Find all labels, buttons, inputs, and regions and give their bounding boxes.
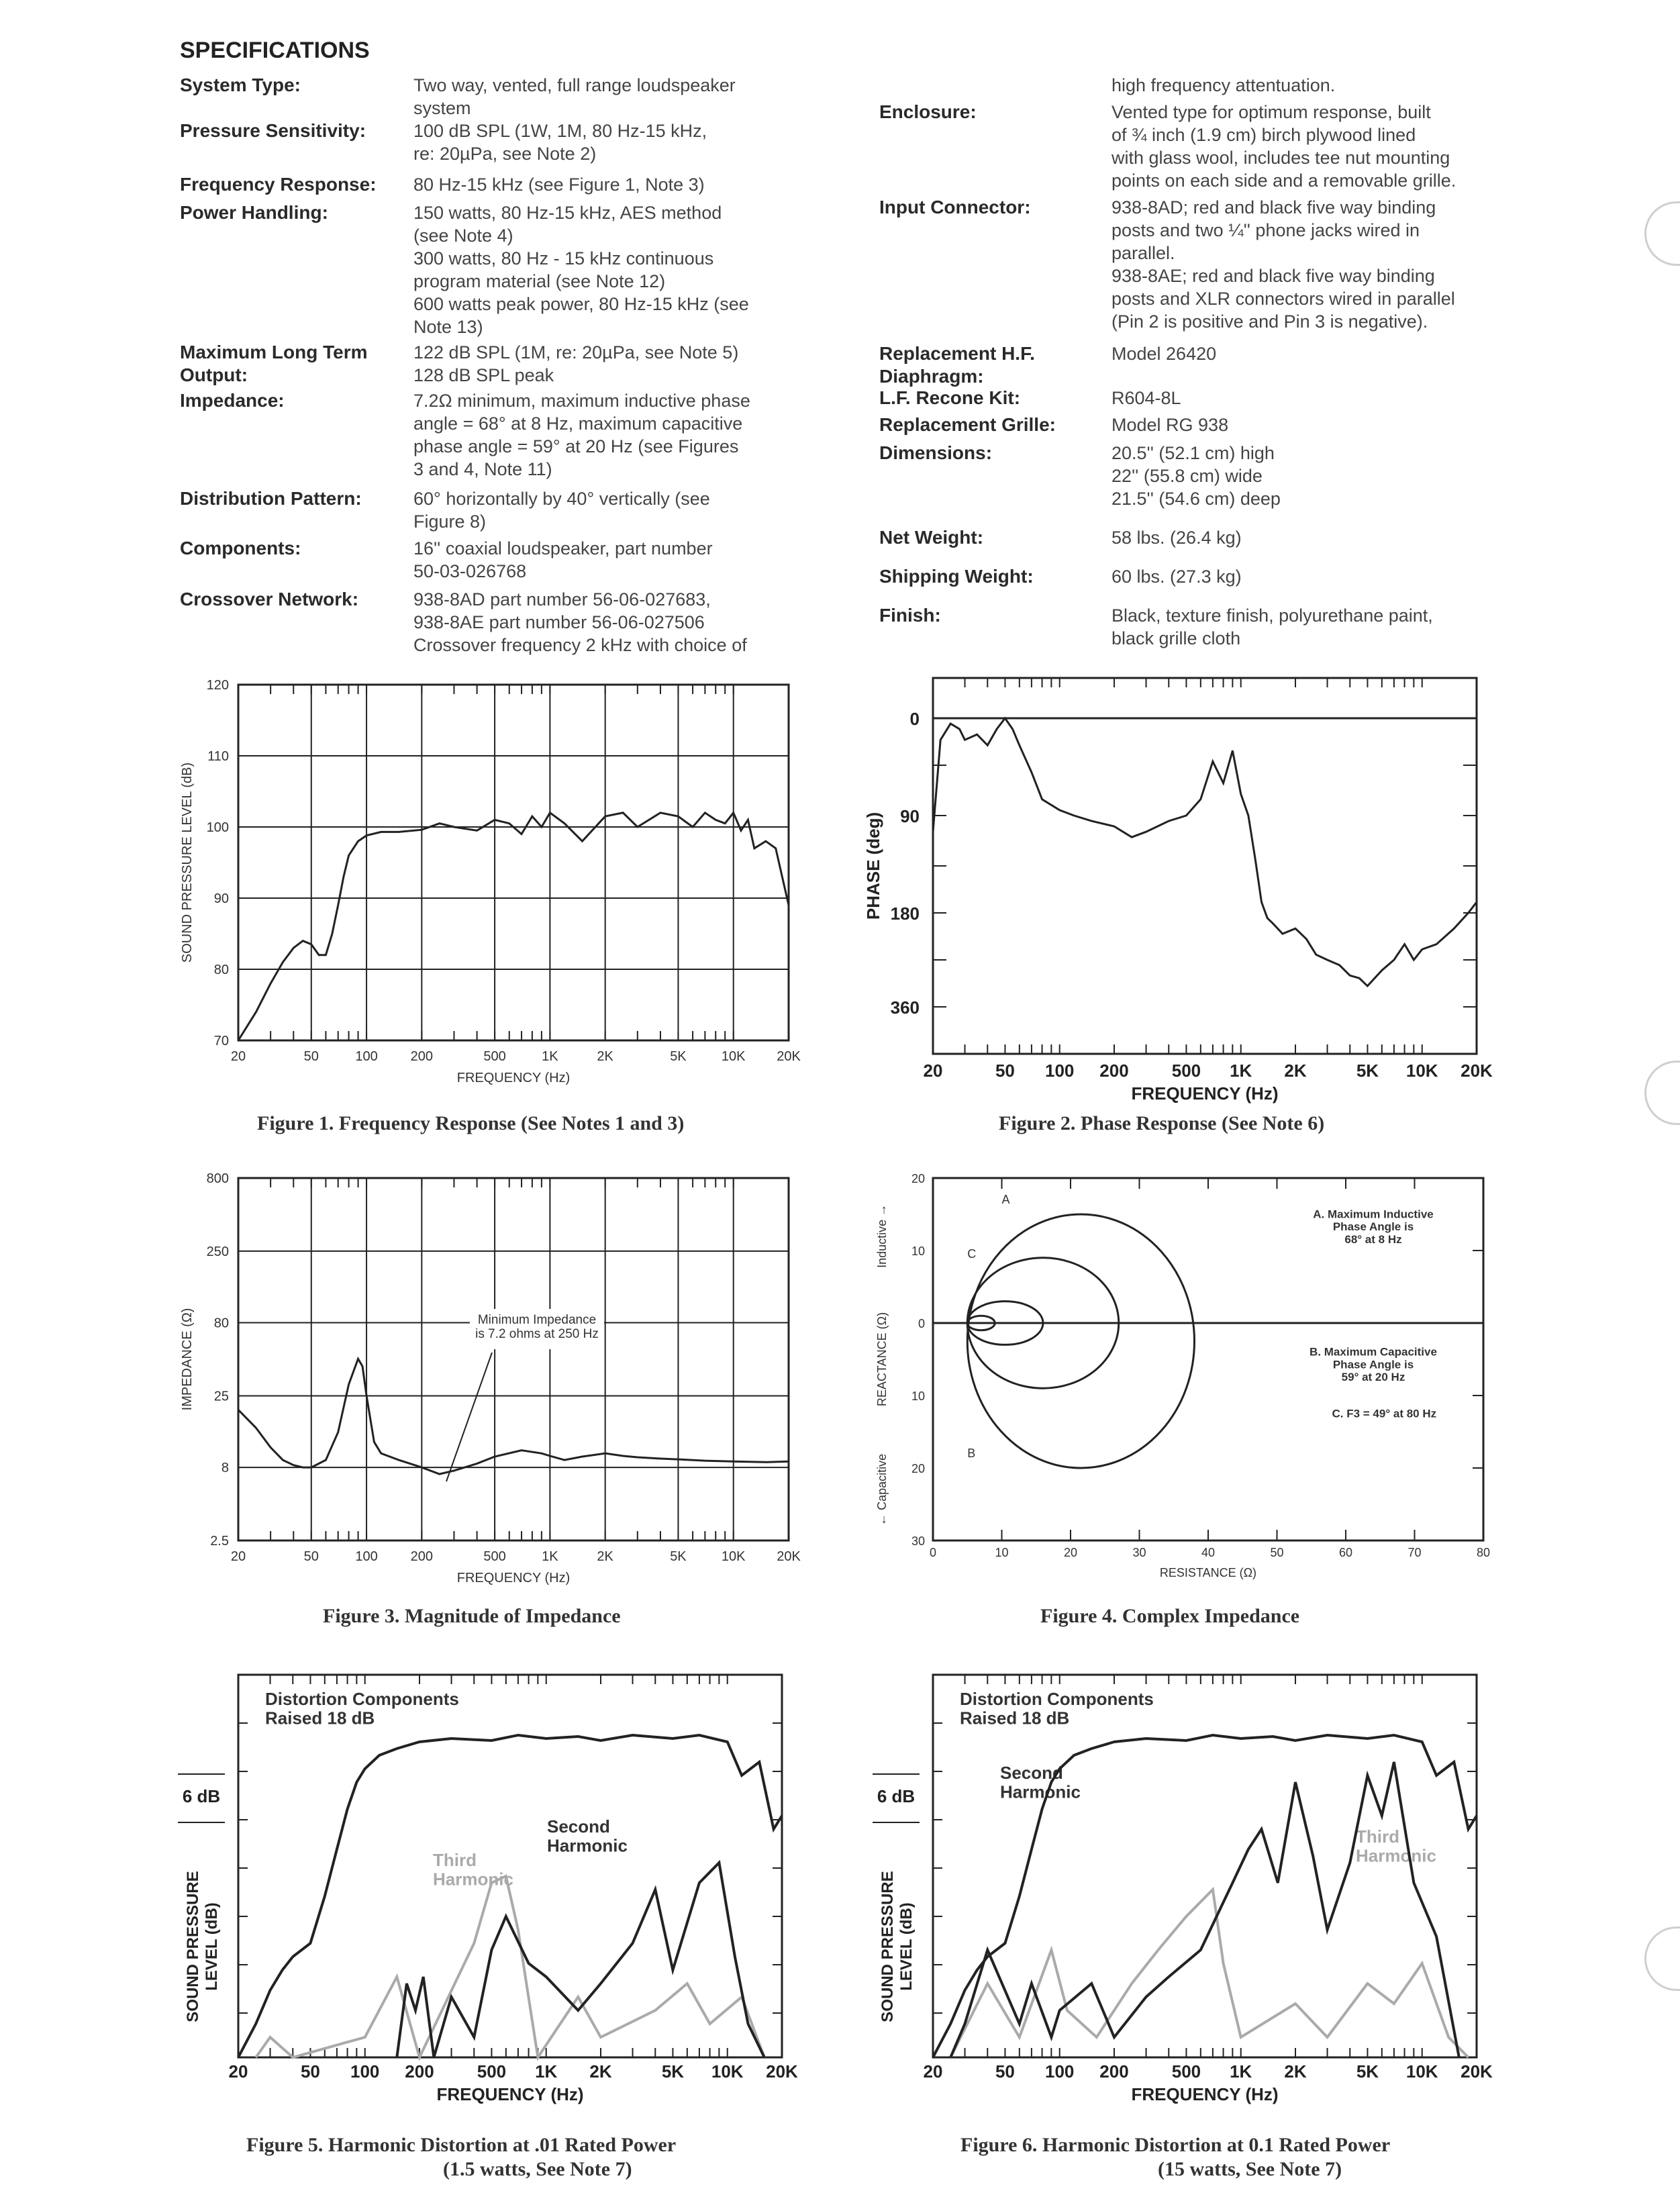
x-tick-label: 50 — [303, 1549, 319, 1564]
spec-label: Maximum Long Term Output: — [180, 342, 368, 385]
spec-label: Components: — [180, 538, 301, 558]
spec-label: Frequency Response: — [180, 174, 377, 195]
third-harmonic-line — [950, 1890, 1468, 2057]
x-tick-label: 40 — [1201, 1546, 1216, 1559]
x-tick-label: 20K — [777, 1049, 801, 1064]
spec-value: 58 lbs. (26.4 kg) — [1111, 528, 1242, 548]
y-axis-label-line1: SOUND PRESSURE — [879, 1871, 897, 2022]
scale-marker-label: 6 dB — [877, 1786, 916, 1806]
x-tick-label: 200 — [1099, 2061, 1129, 2082]
second-harmonic-line — [950, 1762, 1459, 2057]
x-tick-label: 5K — [1356, 1061, 1379, 1081]
spec-label: Replacement Grille: — [879, 414, 1056, 435]
y-tick-label: 800 — [206, 1171, 229, 1186]
caption-figure-6-line2: (15 watts, See Note 7) — [1158, 2158, 1342, 2180]
spec-value: 60 lbs. (27.3 kg) — [1111, 567, 1242, 587]
second-harmonic-label: Second — [547, 1816, 610, 1837]
x-tick-label: 2K — [589, 2061, 612, 2082]
x-axis-label: FREQUENCY (Hz) — [436, 2084, 584, 2104]
scale-marker-label: 6 dB — [182, 1786, 221, 1806]
y-axis-label: PHASE (deg) — [863, 812, 883, 920]
y-tick-label: 2.5 — [210, 1534, 229, 1549]
y-axis-label-line2: LEVEL (dB) — [203, 1902, 221, 1991]
x-tick-label: 60 — [1338, 1546, 1353, 1559]
annotation-pointer — [446, 1353, 492, 1481]
caption-figure-5-line2: (1.5 watts, See Note 7) — [443, 2158, 632, 2180]
y-tick-label: 80 — [213, 963, 229, 977]
y-tick-label: 70 — [213, 1034, 229, 1048]
x-tick-label: 1K — [535, 2061, 558, 2082]
x-tick-label: 20K — [777, 1549, 801, 1564]
spec-value: 150 watts, 80 Hz-15 kHz, AES method (see Note 4) 300 watts, 80 Hz - 15 kHz continuous program material (see Note 12) 600 watts peak power, 80 Hz-15 kHz (see Note 13) — [413, 203, 749, 337]
y-tick-label: 100 — [206, 820, 229, 835]
x-tick-label: 200 — [405, 2061, 434, 2082]
y-tick-label: 360 — [890, 997, 920, 1018]
spec-label: Replacement H.F. Diaphragm: — [879, 343, 1035, 387]
min-impedance-annotation: is 7.2 ohms at 250 Hz — [475, 1326, 599, 1341]
distortion-legend-text: Raised 18 dB — [960, 1708, 1070, 1728]
third-harmonic-label: Harmonic — [433, 1869, 513, 1890]
binder-tab — [1644, 201, 1680, 266]
caption-figure-1: Figure 1. Frequency Response (See Notes 1 and 3) — [257, 1112, 685, 1134]
x-tick-label: 20 — [1063, 1546, 1078, 1559]
annotation-a: Phase Angle is — [1332, 1220, 1414, 1234]
caption-figure-3: Figure 3. Magnitude of Impedance — [323, 1605, 621, 1627]
capacitive-label: ← Capacitive — [875, 1453, 889, 1526]
x-tick-label: 200 — [410, 1549, 434, 1564]
y-tick-label: 250 — [206, 1244, 229, 1259]
third-harmonic-label: Harmonic — [1356, 1845, 1436, 1866]
spec-value: Vented type for optimum response, built of ¾ inch (1.9 cm) birch plywood lined with glass wool, includes tee nut mounting points on each side and a removable grille. — [1111, 102, 1456, 191]
distortion-legend-text: Raised 18 dB — [265, 1708, 375, 1728]
x-tick-label: 2K — [597, 1549, 613, 1564]
y-tick-label: 180 — [890, 903, 920, 924]
x-tick-label: 20 — [228, 2061, 248, 2082]
x-tick-label: 2K — [1284, 2061, 1307, 2082]
x-tick-label: 1K — [542, 1049, 558, 1064]
figure-5-harmonic-distortion — [171, 1661, 816, 2118]
x-tick-label: 500 — [477, 2061, 507, 2082]
spec-label: Distribution Pattern: — [180, 488, 362, 509]
figure-1-frequency-response — [171, 665, 816, 1108]
distortion-legend-text: Distortion Components — [960, 1689, 1154, 1709]
spec-label: Pressure Sensitivity: — [180, 120, 366, 141]
point-label-c: C — [967, 1246, 977, 1261]
caption-figure-2: Figure 2. Phase Response (See Note 6) — [999, 1112, 1325, 1134]
x-tick-label: 20 — [230, 1049, 246, 1064]
y-axis-label: REACTANCE (Ω) — [875, 1312, 889, 1407]
spec-label: System Type: — [180, 75, 301, 95]
y-tick-label: 10 — [911, 1244, 925, 1258]
x-tick-label: 500 — [1171, 2061, 1201, 2082]
third-harmonic-label: Third — [1356, 1826, 1399, 1847]
x-tick-label: 100 — [350, 2061, 380, 2082]
x-tick-label: 20K — [1461, 1061, 1493, 1081]
x-axis-label: FREQUENCY (Hz) — [456, 1571, 571, 1585]
second-harmonic-line — [397, 1863, 764, 2057]
spec-label: Shipping Weight: — [879, 566, 1034, 587]
x-tick-label: 10 — [995, 1546, 1009, 1559]
binder-tab — [1644, 1061, 1680, 1125]
x-tick-label: 50 — [300, 2061, 320, 2082]
y-tick-label: 25 — [213, 1389, 229, 1404]
y-tick-label: 10 — [911, 1389, 925, 1403]
x-tick-label: 70 — [1407, 1546, 1422, 1559]
x-tick-label: 20K — [1461, 2061, 1493, 2082]
x-axis-label: RESISTANCE (Ω) — [1159, 1566, 1257, 1579]
y-tick-label: 110 — [207, 749, 229, 764]
figure-2-phase-response — [852, 665, 1517, 1108]
x-tick-label: 30 — [1132, 1546, 1146, 1559]
x-tick-label: 50 — [995, 2061, 1015, 2082]
x-tick-label: 10K — [1405, 2061, 1438, 2082]
phase-response-line — [933, 718, 1477, 986]
figure-3-impedance-magnitude — [171, 1165, 816, 1594]
plot-frame — [238, 685, 789, 1040]
y-tick-label: 90 — [213, 891, 229, 906]
x-tick-label: 500 — [483, 1549, 506, 1564]
annotation-b: Phase Angle is — [1332, 1358, 1414, 1371]
x-tick-label: 1K — [542, 1549, 558, 1564]
spec-value: 20.5'' (52.1 cm) high 22'' (55.8 cm) wide 21.5'' (54.6 cm) deep — [1111, 443, 1281, 509]
plot-frame — [238, 1675, 782, 2057]
x-tick-label: 1K — [1230, 2061, 1252, 2082]
spec-value: 938-8AD; red and black five way binding posts and two ¼'' phone jacks wired in parallel. 938-8AE; red and black five way binding posts and XLR connectors wired in parallel (Pin 2 is positive and Pin 3 is negative). — [1111, 197, 1455, 332]
y-tick-label: 20 — [911, 1462, 925, 1475]
x-tick-label: 20K — [766, 2061, 798, 2082]
spec-label: Impedance: — [180, 390, 285, 411]
figure-4-complex-impedance — [866, 1165, 1510, 1594]
y-tick-label: 90 — [900, 806, 920, 826]
x-tick-label: 2K — [597, 1049, 613, 1064]
frequency-response-line — [238, 813, 789, 1040]
spec-value: 80 Hz-15 kHz (see Figure 1, Note 3) — [413, 175, 705, 195]
annotation-b: 59° at 20 Hz — [1341, 1371, 1405, 1383]
spec-continuation: high frequency attentuation. — [1111, 75, 1336, 95]
x-axis-label: FREQUENCY (Hz) — [1131, 2084, 1279, 2104]
impedance-loop — [967, 1214, 1194, 1468]
figure-6-harmonic-distortion — [866, 1661, 1510, 2118]
specifications-title: SPECIFICATIONS — [180, 38, 370, 63]
x-tick-label: 5K — [670, 1049, 687, 1064]
spec-value: 122 dB SPL (1M, re: 20µPa, see Note 5) 128 dB SPL peak — [413, 342, 739, 385]
x-tick-label: 5K — [1356, 2061, 1379, 2082]
x-tick-label: 20 — [923, 2061, 943, 2082]
distortion-legend-text: Distortion Components — [265, 1689, 459, 1709]
point-label-b: B — [967, 1446, 976, 1460]
second-harmonic-label: Second — [1000, 1763, 1063, 1783]
annotation-c: C. F3 = 49° at 80 Hz — [1332, 1407, 1437, 1420]
spec-value: R604-8L — [1111, 388, 1181, 408]
x-tick-label: 10K — [721, 1549, 746, 1564]
y-axis-label: IMPEDANCE (Ω) — [180, 1308, 195, 1411]
x-tick-label: 500 — [1171, 1061, 1201, 1081]
x-tick-label: 5K — [661, 2061, 685, 2082]
x-tick-label: 100 — [1045, 1061, 1075, 1081]
x-tick-label: 0 — [929, 1546, 937, 1559]
annotation-a: 68° at 8 Hz — [1344, 1232, 1402, 1246]
y-tick-label: 120 — [206, 678, 229, 693]
point-label-a: A — [1001, 1192, 1010, 1206]
y-axis-label: SOUND PRESSURE LEVEL (dB) — [180, 762, 195, 963]
spec-value: Model RG 938 — [1111, 415, 1229, 435]
y-tick-label: 0 — [918, 1317, 925, 1330]
spec-label: Crossover Network: — [180, 589, 359, 609]
third-harmonic-line — [256, 1876, 764, 2057]
x-tick-label: 20 — [230, 1549, 246, 1564]
y-tick-label: 30 — [911, 1534, 925, 1548]
second-harmonic-label: Harmonic — [547, 1835, 628, 1856]
y-tick-label: 0 — [909, 709, 920, 729]
x-tick-label: 50 — [1270, 1546, 1284, 1559]
x-tick-label: 50 — [995, 1061, 1015, 1081]
spec-label: Dimensions: — [879, 442, 993, 463]
x-tick-label: 1K — [1230, 1061, 1252, 1081]
x-tick-label: 500 — [483, 1049, 506, 1064]
x-tick-label: 50 — [303, 1049, 319, 1064]
x-tick-label: 200 — [1099, 1061, 1129, 1081]
min-impedance-annotation: Minimum Impedance — [477, 1313, 597, 1327]
spec-label: Finish: — [879, 605, 941, 626]
spec-label: Enclosure: — [879, 101, 977, 122]
x-tick-label: 10K — [721, 1049, 746, 1064]
y-tick-label: 20 — [911, 1172, 925, 1185]
y-tick-label: 80 — [213, 1316, 229, 1331]
second-harmonic-label: Harmonic — [1000, 1781, 1081, 1802]
y-axis-label-line1: SOUND PRESSURE — [184, 1871, 202, 2022]
plot-frame — [238, 1178, 789, 1540]
impedance-line — [238, 1359, 789, 1474]
caption-figure-5-line1: Figure 5. Harmonic Distortion at .01 Rated Power — [246, 2134, 677, 2156]
spec-label: L.F. Recone Kit: — [879, 387, 1021, 408]
annotation-b: B. Maximum Capacitive — [1310, 1345, 1437, 1359]
x-tick-label: 80 — [1476, 1546, 1491, 1559]
annotation-a: A. Maximum Inductive — [1313, 1208, 1434, 1221]
x-tick-label: 100 — [1045, 2061, 1075, 2082]
spec-value: Two way, vented, full range loudspeaker system — [413, 75, 736, 118]
spec-value: 7.2Ω minimum, maximum inductive phase angle = 68° at 8 Hz, maximum capacitive phase angle = 59° at 20 Hz (see Figures 3 and 4, Note 11) — [413, 391, 750, 479]
x-axis-label: FREQUENCY (Hz) — [456, 1071, 571, 1085]
spec-value: Black, texture finish, polyurethane paint, black grille cloth — [1111, 605, 1433, 648]
spec-label: Power Handling: — [180, 202, 328, 223]
spec-value: 60° horizontally by 40° vertically (see Figure 8) — [413, 489, 710, 532]
x-tick-label: 20 — [923, 1061, 943, 1081]
spec-label: Net Weight: — [879, 527, 984, 548]
x-axis-label: FREQUENCY (Hz) — [1131, 1083, 1279, 1104]
third-harmonic-label: Third — [433, 1850, 477, 1870]
x-tick-label: 100 — [355, 1049, 378, 1064]
y-tick-label: 8 — [221, 1461, 229, 1476]
caption-figure-4: Figure 4. Complex Impedance — [1040, 1605, 1300, 1627]
x-tick-label: 10K — [1405, 1061, 1438, 1081]
x-tick-label: 100 — [355, 1549, 378, 1564]
inductive-label: Inductive → — [875, 1204, 889, 1268]
x-tick-label: 5K — [670, 1549, 687, 1564]
spec-value: 938-8AD part number 56-06-027683, 938-8AE part number 56-06-027506 Crossover frequency 2 kHz with choice of — [413, 589, 747, 655]
spec-value: 100 dB SPL (1W, 1M, 80 Hz-15 kHz, re: 20µPa, see Note 2) — [413, 121, 707, 164]
spec-value: Model 26420 — [1111, 344, 1217, 364]
y-axis-label-line2: LEVEL (dB) — [897, 1902, 916, 1991]
x-tick-label: 10K — [711, 2061, 744, 2082]
caption-figure-6-line1: Figure 6. Harmonic Distortion at 0.1 Rated Power — [960, 2134, 1391, 2156]
x-tick-label: 200 — [410, 1049, 434, 1064]
binder-tab — [1644, 1926, 1680, 1991]
x-tick-label: 2K — [1284, 1061, 1307, 1081]
spec-value: 16'' coaxial loudspeaker, part number 50-03-026768 — [413, 538, 713, 581]
spec-label: Input Connector: — [879, 197, 1031, 217]
